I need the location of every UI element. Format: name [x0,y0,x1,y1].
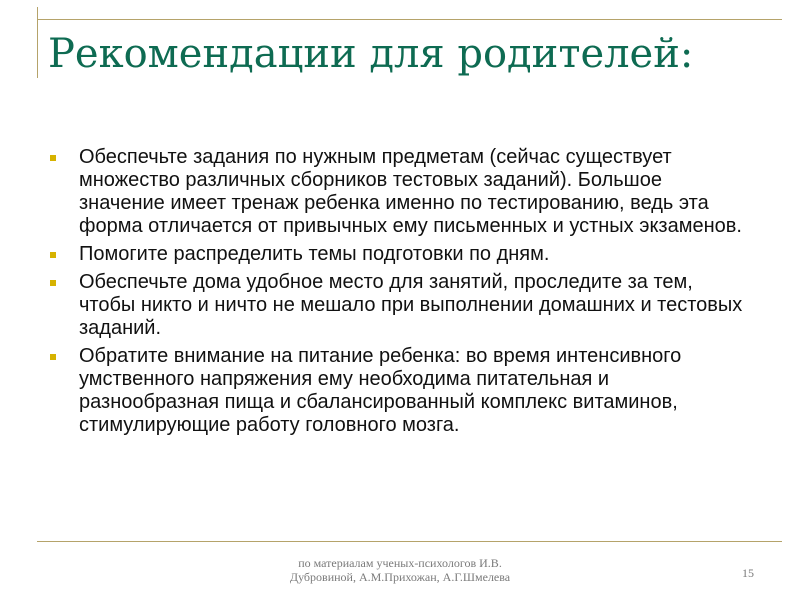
bullet-text: Обеспечьте задания по нужным предметам (сейчас существует множество различных сборников тестовых заданий). Большое значение имеет тренаж ребенка именно по тестированию, ведь эта форма отличается от привычных ему письменных и устных экзаменов. [79,146,742,237]
list-item [50,146,750,238]
list-item [50,271,750,340]
square-bullet-icon [50,252,56,258]
square-bullet-icon [50,155,56,161]
bullet-list [50,146,750,442]
footer-rule [37,541,782,542]
list-item [50,243,750,266]
footer-source [250,556,550,584]
footer-line-1: по материалам ученых-психологов И.В. [298,556,502,570]
list-item [50,345,750,437]
square-bullet-icon [50,280,56,286]
decorative-top-rule [37,19,782,20]
slide-title: Рекомендации для родителей: [48,31,694,77]
bullet-text: Помогите распределить темы подготовки по дням. [79,243,550,265]
bullet-text: Обеспечьте дома удобное место для занятий, проследите за тем, чтобы никто и ничто не мешало при выполнении домашних и тестовых заданий. [79,271,743,339]
page-number: 15 [742,566,754,580]
footer-line-2: Дубровиной, А.М.Прихожан, А.Г.Шмелева [289,570,511,584]
decorative-vertical-rule [37,7,38,78]
bullet-text: Обратите внимание на питание ребенка: во время интенсивного умственного напряжения ему необходима питательная и разнообразная пища и сбалансированный комплекс витаминов, стимулирующие работу головного мозга. [79,345,682,436]
square-bullet-icon [50,354,56,360]
